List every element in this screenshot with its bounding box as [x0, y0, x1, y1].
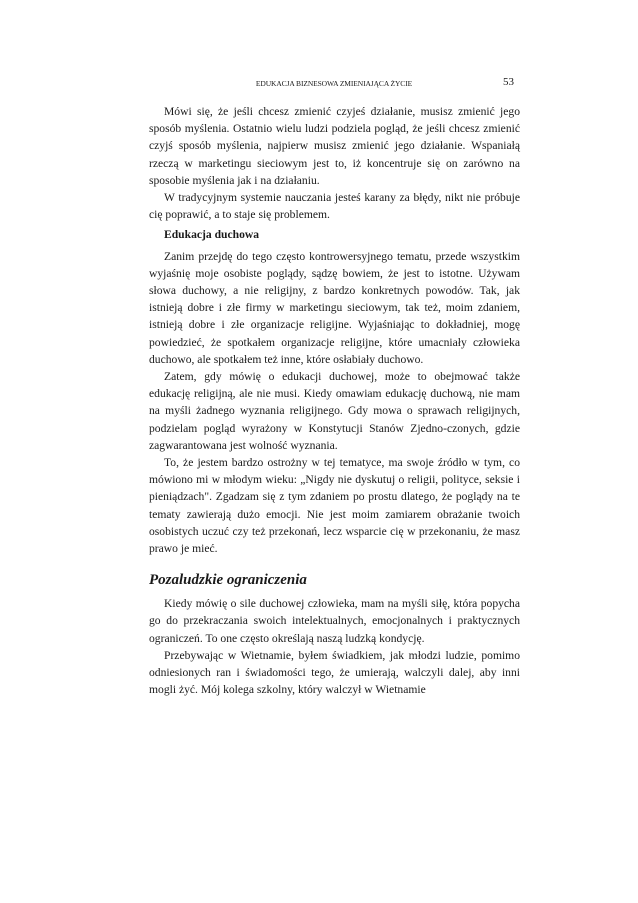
- paragraph: Mówi się, że jeśli chcesz zmienić czyjeś działanie, musisz zmienić jego sposób myślenia. Ostatnio wielu ludzi podziela pogląd, że jeśli chcesz zmienić czyjś sposób myślenia, najpierw musisz zmienić jego działanie. Wspaniałą rzeczą w marketingu sieciowym jest to, iż koncentruje się on zarówno na sposobie myślenia jak i na działaniu.: [149, 105, 520, 187]
- running-header: [150, 76, 518, 90]
- running-header-title: EDUKACJA BIZNESOWA ZMIENIAJĄCA ŻYCIE: [255, 79, 413, 88]
- paragraph: To, że jestem bardzo ostrożny w tej tematyce, ma swoje źródło w tym, co mówiono mi w młodym wieku: „Nigdy nie dyskutuj o religii, polityce, seksie i pieniądzach". Zgadzam się z tym zdaniem po prostu dlatego, że poglądy na te tematy zawierają dużo emocji. Nie jest moim zamiarem obrażanie twoich osobistych uczuć czy też przekonań, lecz wsparcie cię w przekonaniu, że masz prawo je mieć.: [149, 456, 520, 556]
- paragraph: Zanim przejdę do tego często kontrowersyjnego tematu, przede wszystkim wyjaśnię moje osobiste poglądy, sądzę bowiem, że jest to istotne. Używam słowa duchowy, a nie religijny, z bardzo konkretnych powodów. Tak, jak istnieją dobre i złe firmy w marketingu sieciowym, tak też, moim zdaniem, istnieją dobre i złe organizacje religijne. Wyjaśniając to dokładniej, mogę powiedzieć, że spotkałem organizacje religijne, które umacniały człowieka duchowo, ale spotkałem też inne, które osłabiały duchowo.: [149, 249, 520, 366]
- paragraph: Przebywając w Wietnamie, byłem świadkiem, jak młodzi ludzie, pomimo odniesionych ran i świadomości tego, że umierają, walczyli dalej, aby inni mogli żyć. Mój kolega szkolny, który walczył w Wietnamie: [149, 648, 520, 697]
- section-heading: Pozaludzkie ograniczenia: [149, 572, 307, 589]
- paragraph: Kiedy mówię o sile duchowej człowieka, mam na myśli siłę, która popycha go do przekraczania swoich intelektualnych, emocjonalnych i praktycznych ograniczeń. To one często określają naszą ludzką kondycję.: [149, 597, 520, 645]
- subheading-spiritual-education: Edukacja duchowa: [164, 228, 260, 242]
- paragraph: W tradycyjnym systemie nauczania jesteś karany za błędy, nikt nie próbuje cię poprawić, a to staje się problemem.: [149, 191, 520, 222]
- page-body: [149, 103, 520, 699]
- page-number: 53: [503, 76, 514, 88]
- paragraph: Zatem, gdy mówię o edukacji duchowej, może to obejmować także edukację religijną, ale nie musi. Kiedy omawiam edukację duchową, nie mam na myśli żadnego wyznania religijnego. Gdy mowa o sprawach religijnych, podzielam pogląd wyrażony w Konstytucji Stanów Zjedno-czonych, gdzie zagwarantowana jest wolność wyznania.: [149, 370, 520, 452]
